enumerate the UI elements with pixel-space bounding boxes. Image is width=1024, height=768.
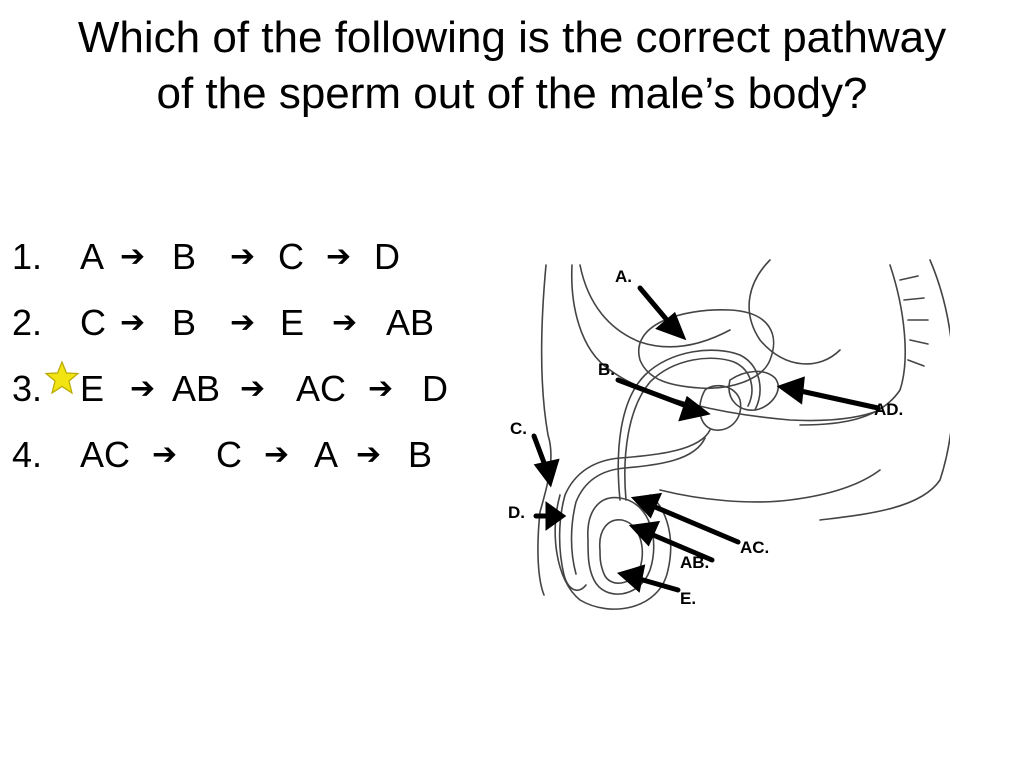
male-reproductive-system-diagram <box>500 250 950 620</box>
arrow-right-icon: ➔ <box>326 239 352 274</box>
option-step: D <box>422 368 448 409</box>
arrow-right-icon: ➔ <box>230 239 256 274</box>
arrow-right-icon: ➔ <box>130 371 156 406</box>
arrow-right-icon: ➔ <box>368 371 394 406</box>
diagram-label-e: E. <box>680 589 697 608</box>
option-step: A <box>314 434 339 475</box>
diagram-label-c: C. <box>510 419 527 438</box>
option-step: AC <box>296 368 347 409</box>
option-step: B <box>172 302 197 343</box>
answer-option-2[interactable] <box>12 298 492 364</box>
option-number: 2. <box>12 302 43 343</box>
arrow-right-icon: ➔ <box>356 437 382 472</box>
star-icon <box>44 360 80 396</box>
answer-options-list <box>12 232 492 496</box>
answer-option-1[interactable] <box>12 232 492 298</box>
pointer-arrowhead-ad <box>782 380 802 400</box>
title-line-2: of the sperm out of the male’s body? <box>156 69 868 118</box>
arrow-right-icon: ➔ <box>240 371 266 406</box>
pointer-arrowhead-ac <box>636 496 658 514</box>
option-step: AC <box>80 434 131 475</box>
option-number: 4. <box>12 434 43 475</box>
option-number: 1. <box>12 236 43 277</box>
option-number: 3. <box>12 368 43 409</box>
diagram-label-d: D. <box>508 503 525 522</box>
pointer-arrowhead-ab <box>634 524 656 542</box>
diagram-label-ad: AD. <box>874 400 904 419</box>
option-step: AB <box>386 302 435 343</box>
pointer-arrowhead-b <box>682 400 705 418</box>
arrow-right-icon: ➔ <box>332 305 358 340</box>
option-step: B <box>172 236 197 277</box>
option-step: C <box>278 236 304 277</box>
pointer-arrow-b <box>618 380 692 408</box>
arrow-right-icon: ➔ <box>120 239 146 274</box>
option-step: B <box>408 434 433 475</box>
answer-option-3[interactable] <box>12 364 492 430</box>
arrow-right-icon: ➔ <box>152 437 178 472</box>
diagram-label-b: B. <box>598 360 615 379</box>
slide-title <box>0 10 1024 122</box>
option-step: C <box>80 302 106 343</box>
pointer-arrowhead-c <box>538 462 556 482</box>
title-line-1: Which of the following is the correct pathway <box>77 13 947 62</box>
answer-option-4[interactable] <box>12 430 492 496</box>
option-step: E <box>280 302 305 343</box>
diagram-labels <box>508 267 903 608</box>
arrow-right-icon: ➔ <box>230 305 256 340</box>
pointer-arrowhead-e <box>622 568 642 588</box>
diagram-label-ab: AB. <box>680 553 710 572</box>
arrow-right-icon: ➔ <box>120 305 146 340</box>
arrow-right-icon: ➔ <box>264 437 290 472</box>
option-step: AB <box>172 368 221 409</box>
pointer-arrow-ad <box>796 390 878 408</box>
option-step: C <box>216 434 242 475</box>
option-step: A <box>80 236 105 277</box>
pointer-arrows <box>534 288 878 590</box>
option-step: E <box>80 368 105 409</box>
option-step: D <box>374 236 400 277</box>
diagram-label-ac: AC. <box>740 538 770 557</box>
diagram-label-a: A. <box>615 267 632 286</box>
